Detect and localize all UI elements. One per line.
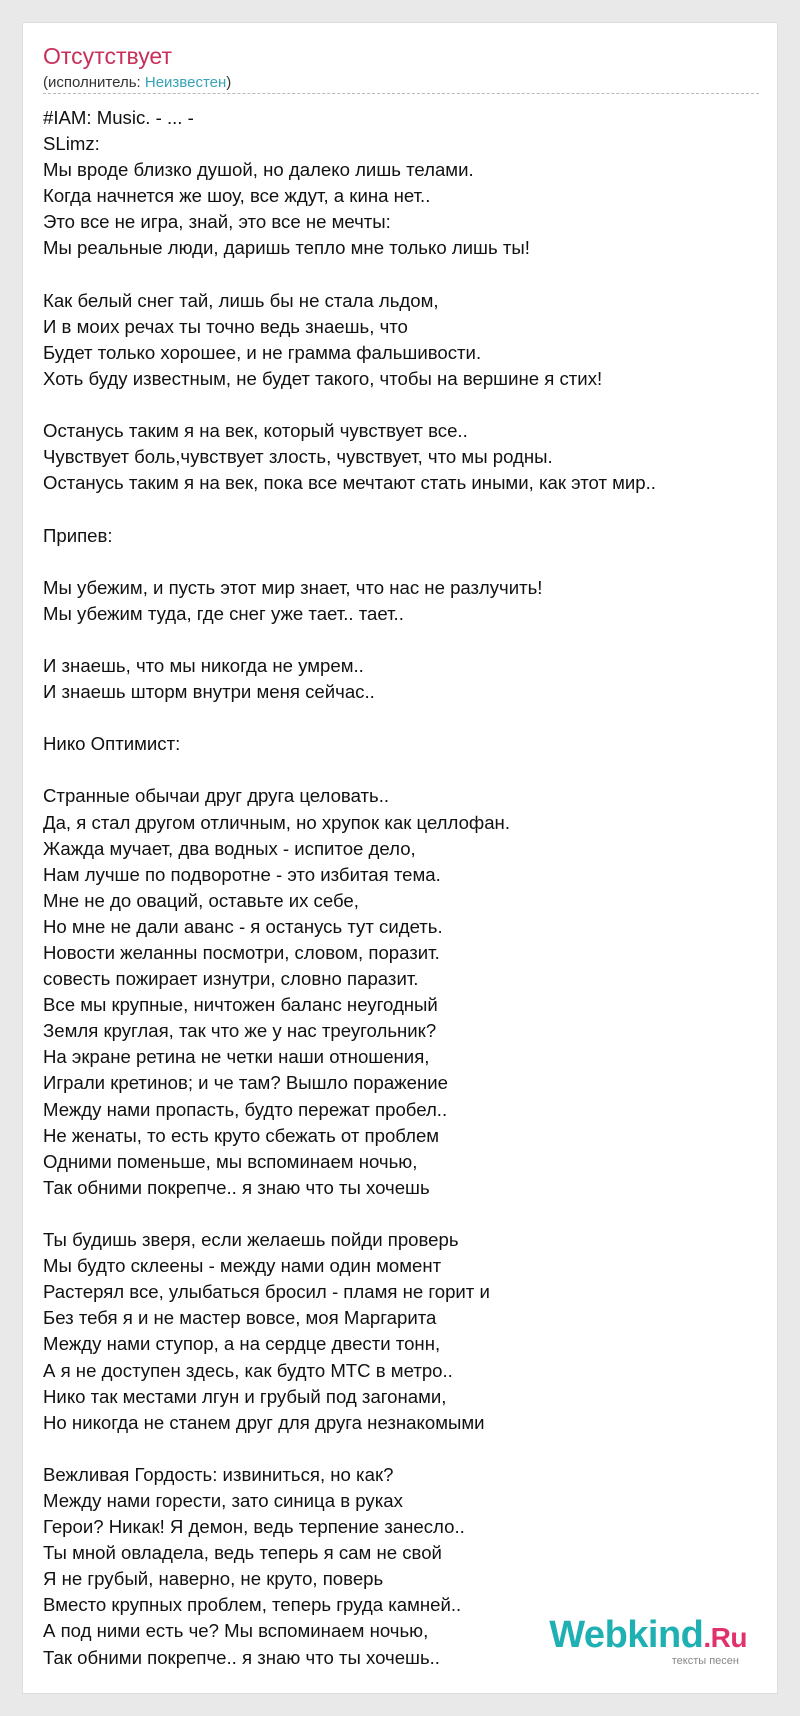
lyric-line: Мы вроде близко душой, но далеко лишь телами. xyxy=(43,159,474,181)
lyric-line: На экране ретина не четки наши отношения, xyxy=(43,1046,430,1068)
lyric-blank-line xyxy=(43,262,759,288)
lyric-line: И в моих речах ты точно ведь знаешь, что xyxy=(43,315,408,337)
lyric-line: Как белый снег тай, лишь бы не стала льдом, xyxy=(43,289,439,311)
lyric-line: Мне не до оваций, оставьте их себе, xyxy=(43,889,359,911)
lyric-line: Мы убежим туда, где снег уже тает.. тает.. xyxy=(43,602,404,624)
lyric-line: SLimz: xyxy=(43,133,100,155)
lyric-line: И знаешь, что мы никогда не умрем.. xyxy=(43,654,364,676)
lyric-line: Растерял все, улыбаться бросил - пламя не горит и xyxy=(43,1281,490,1303)
lyric-line: Вежливая Гордость: извиниться, но как? xyxy=(43,1463,394,1485)
lyrics-card xyxy=(22,22,778,1694)
lyric-line: Играли кретинов; и че там? Вышло поражение xyxy=(43,1072,448,1094)
lyric-line: Нам лучше по подворотне - это избитая тема. xyxy=(43,863,441,885)
lyric-line: Останусь таким я на век, пока все мечтают стать иными, как этот мир.. xyxy=(43,472,656,494)
lyric-line: А я не доступен здесь, как будто МТС в метро.. xyxy=(43,1359,453,1381)
lyric-line: Это все не игра, знай, это все не мечты: xyxy=(43,211,391,233)
divider xyxy=(43,93,759,94)
lyric-line: Хоть буду известным, не будет такого, чтобы на вершине я стих! xyxy=(43,367,603,389)
lyric-line: Да, я стал другом отличным, но хрупок как целлофан. xyxy=(43,811,510,833)
lyric-line: Но мне не дали аванс - я останусь тут сидеть. xyxy=(43,915,443,937)
lyric-line: Без тебя я и не мастер вовсе, моя Маргарита xyxy=(43,1307,437,1329)
artist-line xyxy=(43,74,231,91)
lyric-line: Будет только хорошее, и не грамма фальшивости. xyxy=(43,341,482,363)
lyric-line: Мы будто склеены - между нами один момент xyxy=(43,1255,442,1277)
lyric-line: Герои? Никак! Я демон, ведь терпение занесло.. xyxy=(43,1516,465,1538)
lyric-line: А под ними есть че? Мы вспоминаем ночью, xyxy=(43,1620,429,1642)
lyric-line: Вместо крупных проблем, теперь груда камней.. xyxy=(43,1594,462,1616)
lyric-blank-line xyxy=(43,627,759,653)
lyric-line: Мы реальные люди, даришь тепло мне только лишь ты! xyxy=(43,237,530,259)
lyric-line: Мы убежим, и пусть этот мир знает, что нас не разлучить! xyxy=(43,576,543,598)
lyric-blank-line xyxy=(43,757,759,783)
lyric-blank-line xyxy=(43,392,759,418)
lyric-line: совесть пожирает изнутри, словно паразит. xyxy=(43,968,419,990)
lyric-blank-line xyxy=(43,549,759,575)
lyric-line: Между нами пропасть, будто пережат пробел.. xyxy=(43,1098,448,1120)
lyric-line: Так обними покрепче.. я знаю что ты хочешь xyxy=(43,1176,430,1198)
lyric-line: Все мы крупные, ничтожен баланс неугодный xyxy=(43,994,438,1016)
lyric-line: Чувствует боль,чувствует злость, чувствует, что мы родны. xyxy=(43,446,553,468)
lyric-blank-line xyxy=(43,705,759,731)
lyric-blank-line xyxy=(43,1201,759,1227)
lyric-line: Я не грубый, наверно, не круто, поверь xyxy=(43,1568,384,1590)
lyrics-text xyxy=(43,105,759,1671)
lyric-line: Останусь таким я на век, который чувствует все.. xyxy=(43,420,468,442)
webkind-logo[interactable] xyxy=(549,1616,747,1667)
lyric-line: Новости желанны посмотри, словом, поразит. xyxy=(43,942,440,963)
lyric-line: Нико так местами лгун и грубый под загонами, xyxy=(43,1385,447,1407)
lyric-line: Странные обычаи друг друга целовать.. xyxy=(43,785,390,807)
lyric-line: Нико Оптимист: xyxy=(43,733,181,755)
lyric-line: Жажда мучает, два водных - испитое дело, xyxy=(43,837,416,859)
artist-prefix: (исполнитель: xyxy=(43,74,145,91)
lyric-line: И знаешь шторм внутри меня сейчас.. xyxy=(43,681,375,703)
artist-suffix: ) xyxy=(226,74,232,91)
lyric-line: Между нами ступор, а на сердце двести тонн, xyxy=(43,1333,441,1355)
lyric-line: Припев: xyxy=(43,524,113,546)
lyric-line: #IAM: Music. - ... - xyxy=(43,107,194,128)
lyric-line: Ты будишь зверя, если желаешь пойди проверь xyxy=(43,1229,459,1251)
song-title: Отсутствует xyxy=(43,43,172,69)
artist-link[interactable]: Неизвестен xyxy=(144,74,227,91)
logo-tld: .Ru xyxy=(703,1622,747,1653)
lyric-line: Земля круглая, так что же у нас треугольник? xyxy=(43,1020,437,1042)
lyric-line: Но никогда не станем друг для друга незнакомыми xyxy=(43,1411,485,1433)
lyric-line: Между нами горести, зато синица в руках xyxy=(43,1489,403,1511)
logo-subtitle: тексты песен xyxy=(671,1655,739,1667)
lyric-line: Не женаты, то есть круто сбежать от проблем xyxy=(43,1124,440,1146)
lyric-line: Одними поменьше, мы вспоминаем ночью, xyxy=(43,1150,418,1172)
lyric-line: Так обними покрепче.. я знаю что ты хочешь.. xyxy=(43,1646,440,1668)
lyric-line: Когда начнется же шоу, все ждут, а кина нет.. xyxy=(43,185,431,207)
logo-brand: Webkind xyxy=(549,1614,704,1656)
lyric-blank-line xyxy=(43,496,759,522)
lyric-line: Ты мной овладела, ведь теперь я сам не свой xyxy=(43,1542,442,1564)
lyric-blank-line xyxy=(43,1436,759,1462)
